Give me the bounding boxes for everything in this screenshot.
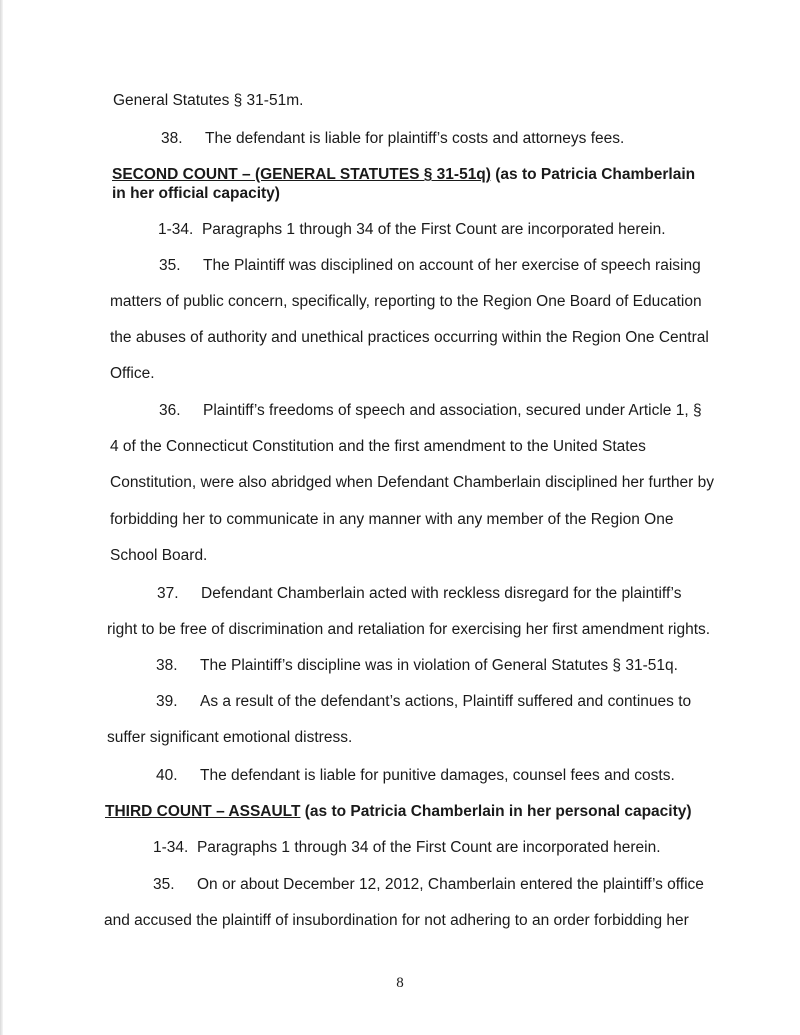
third-count-heading xyxy=(105,802,692,821)
paragraph-text: Paragraphs 1 through 34 of the First Count are incorporated herein. xyxy=(196,839,661,856)
body-line: Constitution, were also abridged when Defendant Chamberlain disciplined her further by xyxy=(110,474,714,491)
body-line: School Board. xyxy=(110,547,208,564)
paragraph-text: Defendant Chamberlain acted with reckless disregard for the plaintiff’s xyxy=(201,585,682,602)
paragraph-number: 38. xyxy=(161,130,183,147)
body-line: the abuses of authority and unethical practices occurring within the Region One Central xyxy=(110,329,709,346)
paragraph-38 xyxy=(161,130,624,148)
paragraph-number: 1-34. xyxy=(158,221,194,238)
paragraph-text: The Plaintiff’s discipline was in violation of General Statutes § 31-51q. xyxy=(200,657,678,674)
heading-rest: (as to Patricia Chamberlain xyxy=(490,166,696,183)
heading-underlined: SECOND COUNT – (GENERAL STATUTES § 31-51q) xyxy=(112,166,491,183)
paragraph-number: 36. xyxy=(159,402,181,419)
paragraph-text: Plaintiff’s freedoms of speech and association, secured under Article 1, § xyxy=(203,402,702,419)
paragraph-number: 39. xyxy=(156,693,178,710)
paragraph-39 xyxy=(156,693,691,711)
heading-underlined: THIRD COUNT – ASSAULT xyxy=(105,803,301,820)
body-line: matters of public concern, specifically, reporting to the Region One Board of Education xyxy=(110,293,702,310)
body-line: Office. xyxy=(110,365,155,382)
paragraph-35b xyxy=(153,876,704,894)
body-line: right to be free of discrimination and retaliation for exercising her first amendment rights. xyxy=(107,621,711,638)
body-line: suffer significant emotional distress. xyxy=(107,729,353,746)
paragraph-35 xyxy=(159,257,701,275)
paragraph-text: As a result of the defendant’s actions, Plaintiff suffered and continues to xyxy=(200,693,692,710)
heading-rest: (as to Patricia Chamberlain in her personal capacity) xyxy=(300,803,692,820)
body-line: and accused the plaintiff of insubordination for not adhering to an order forbidding her xyxy=(104,912,689,929)
paragraph-number: 40. xyxy=(156,767,178,784)
paragraph-number: 1-34. xyxy=(153,839,189,856)
paragraph-38b xyxy=(156,657,678,675)
paragraph-number: 38. xyxy=(156,657,178,674)
paragraph-number: 35. xyxy=(153,876,175,893)
paragraph-1-34b xyxy=(153,839,661,857)
body-line: 4 of the Connecticut Constitution and the first amendment to the United States xyxy=(110,438,646,455)
paragraph-1-34 xyxy=(158,221,666,239)
body-line: forbidding her to communicate in any manner with any member of the Region One xyxy=(110,511,674,528)
heading-line-2: in her official capacity) xyxy=(112,185,280,202)
paragraph-text: The defendant is liable for punitive damages, counsel fees and costs. xyxy=(200,767,675,784)
paragraph-text: Paragraphs 1 through 34 of the First Count are incorporated herein. xyxy=(201,221,666,238)
paragraph-text: On or about December 12, 2012, Chamberlain entered the plaintiff’s office xyxy=(197,876,704,893)
paragraph-text: The defendant is liable for plaintiff’s costs and attorneys fees. xyxy=(205,130,625,147)
paragraph-number: 37. xyxy=(157,585,179,602)
paragraph-36 xyxy=(159,402,702,420)
scan-edge xyxy=(0,0,3,1035)
paragraph-number: 35. xyxy=(159,257,181,274)
paragraph-40 xyxy=(156,767,675,785)
second-count-heading xyxy=(112,165,695,203)
paragraph-text: The Plaintiff was disciplined on account of her exercise of speech raising xyxy=(203,257,701,274)
page-number: 8 xyxy=(396,975,404,991)
body-line: General Statutes § 31-51m. xyxy=(113,92,304,109)
paragraph-37 xyxy=(157,585,681,603)
